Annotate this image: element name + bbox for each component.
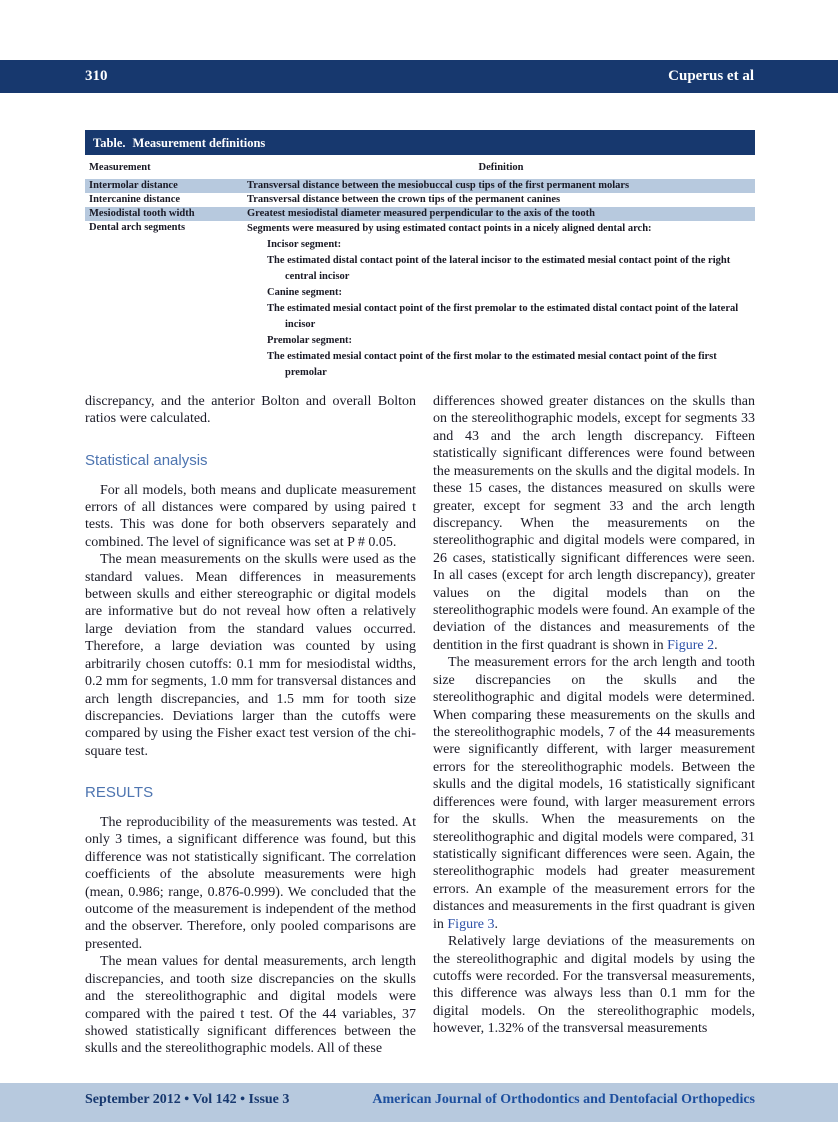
table-row [85, 207, 755, 221]
page-footer-bar [0, 1083, 838, 1122]
definition-cell [247, 221, 755, 381]
paragraph: Relatively large deviations of the measurements on the stereolithographic and digital models by using the cutoffs were recorded. For the transversal measurements, this difference was always less than 0.1 mm for the digital models. On the stereolithographic models, however, 1.32% of the transversal measurements [433, 934, 755, 1037]
measurement-cell: Intermolar distance [89, 180, 178, 191]
section-heading-statistical-analysis: Statistical analysis [85, 451, 208, 469]
segment-definition: The estimated mesial contact point of the first molar to the estimated mesial contact point of the first premolar [267, 351, 717, 378]
article-right-column [433, 393, 755, 1038]
issue-info: September 2012 • Vol 142 • Issue 3 [85, 1092, 290, 1107]
measurement-cell: Intercanine distance [89, 194, 181, 205]
column-header-measurement: Measurement [89, 162, 151, 173]
definition-cell: Transversal distance between the crown tips of the permanent canines [247, 194, 561, 205]
definition-cell: Greatest mesiodistal diameter measured perpendicular to the axis of the tooth [247, 208, 596, 219]
paragraph-text: . [494, 916, 498, 932]
article-left-column [85, 393, 416, 1058]
measurement-cell: Mesiodistal tooth width [89, 208, 195, 219]
segment-label: Incisor segment: [267, 239, 342, 250]
paragraph: For all models, both means and duplicate measurement errors of all distances were compared by using paired t tests. This was done for both observers separately and combined. The level of significance was set at P # 0.05. [85, 482, 416, 550]
definition-sub-list [247, 237, 755, 381]
paragraph: The mean measurements on the skulls were used as the standard values. Mean differences in measurements between skulls and either stereographic or digital models are informative but do not reveal how often a relatively large deviation from the standard values occurred. Therefore, a large deviation was counted by using arbitrarily chosen cutoffs: 0.1 mm for mesiodistal widths, 0.2 mm for segments, 1.0 mm for transversal distances and arch length discrepancies, and 1.5 mm for tooth size discrepancies. Deviations larger than the cutoffs were compared by using the Fisher exact test version of the chi-square test. [85, 552, 416, 759]
table-row [85, 179, 755, 193]
paragraph: The reproducibility of the measurements was tested. At only 3 times, a significant difference was found, but this difference was not statistically significant. The correlation coefficients of the absolute measurements were high (mean, 0.986; range, 0.876-0.999). We concluded that the outcome of the measurement is independent of the method and the observer. Therefore, only pooled comparisons are presented. [85, 814, 416, 952]
segment-definition: The estimated mesial contact point of the first premolar to the estimated distal contact point of the lateral incisor [267, 303, 739, 330]
section-heading-results: RESULTS [85, 784, 154, 802]
table-title-bar [85, 130, 755, 155]
paragraph-text: differences showed greater distances on the skulls than on the stereolithographic models, except for segments 33 and 43 and the arch length discrepancy. Fifteen statistically significant differences were found between the measurements on the skulls and the digital models. In these 15 cases, the distances measured on skulls were greater, except for segment 33 and the arch length discrepancy. When the measurements on the stereolithographic and digital models were compared, in 26 cases, statistically significant differences were seen. In all cases (except for arch length discrepancy), greater values on the digital models than on the stereolithographic models were found. An example of the deviation of the distances and measurements of the dentition in the first quadrant is shown in [433, 394, 755, 653]
measurement-cell: Dental arch segments [89, 222, 186, 233]
page-header-bar [0, 60, 838, 93]
figure-2-link[interactable]: Figure 2 [667, 637, 715, 653]
column-header-definition: Definition [478, 162, 524, 173]
table-row [85, 221, 755, 381]
paragraph [433, 654, 755, 933]
definition-cell: Transversal distance between the mesiobuccal cusp tips of the first permanent molars [247, 180, 630, 191]
journal-name-link[interactable]: American Journal of Orthodontics and Dentofacial Orthopedics [372, 1092, 755, 1107]
page-number: 310 [85, 68, 108, 84]
running-author: Cuperus et al [668, 68, 754, 84]
paragraph [433, 393, 755, 654]
definition-main-text: Segments were measured by using estimated contact points in a nicely aligned dental arch: [247, 223, 652, 234]
segment-definition: The estimated distal contact point of the lateral incisor to the estimated mesial contact point of the right central incisor [267, 255, 731, 282]
segment-label: Canine segment: [267, 287, 342, 298]
table-header-row [85, 155, 755, 179]
paragraph-text: The measurement errors for the arch length and tooth size discrepancies on the skulls and the stereolithographic and digital models were determined. When comparing these measurements on the skulls and the stereolithographic models, 7 of the 44 measurements were significantly different, with larger measurement errors for the stereolithographic models. Between the skulls and the digital models, 16 statistically significant differences were found, with larger measurement errors for the skulls. When the measurements on the stereolithographic and digital models were compared, 31 statistically significant differences were seen. Again, the stereolithographic models had greater measurement errors. An example of the measurement errors for the distances and measurements in the first quadrant is given in [433, 655, 755, 932]
paragraph-continuation: discrepancy, and the anterior Bolton and overall Bolton ratios were calculated. [85, 394, 416, 427]
table-label: Table. [93, 135, 126, 150]
table-row [85, 193, 755, 207]
figure-3-link[interactable]: Figure 3 [447, 916, 495, 932]
segment-label: Premolar segment: [267, 335, 353, 346]
paragraph-text: . [714, 637, 718, 653]
table-title: Measurement definitions [132, 135, 266, 150]
measurement-definitions-table [85, 130, 755, 381]
paragraph: The mean values for dental measurements, arch length discrepancies, and tooth size discrepancies on the skulls and the stereolithographic and digital models were compared with the paired t test. Of the 44 variables, 37 showed statistically significant differences between the skulls and the stereolithographic models. All of these [85, 954, 416, 1057]
